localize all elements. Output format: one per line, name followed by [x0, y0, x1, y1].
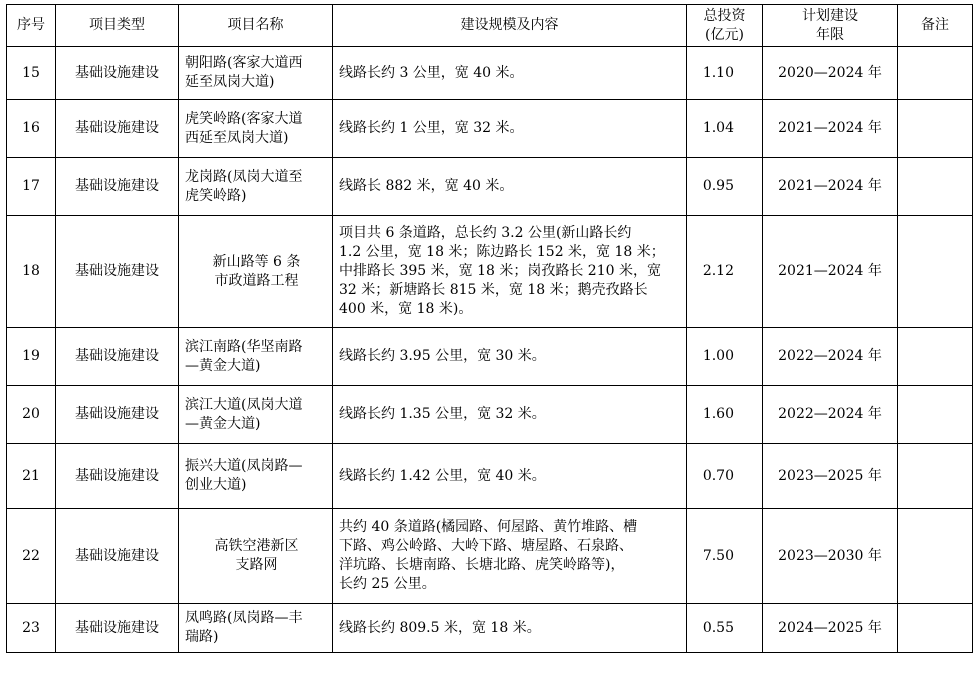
- cell-type: 基础设施建设: [56, 444, 179, 509]
- header-no: 序号: [7, 5, 56, 47]
- cell-period: 2021—2024 年: [763, 100, 898, 158]
- cell-no: 18: [7, 216, 56, 328]
- cell-name-line: 西延至凤岗大道): [185, 129, 289, 146]
- cell-name: [179, 444, 333, 509]
- cell-scale-line: 线路长约 1.42 公里，宽 40 米。: [339, 467, 546, 484]
- cell-period: 2021—2024 年: [763, 158, 898, 216]
- cell-type: 基础设施建设: [56, 604, 179, 653]
- cell-type: 基础设施建设: [56, 386, 179, 444]
- header-period: [763, 5, 898, 47]
- cell-name-line: —黄金大道): [185, 415, 261, 432]
- cell-invest: 2.12: [687, 216, 763, 328]
- project-table: [6, 4, 973, 653]
- cell-scale-line: 中排路长 395 米，宽 18 米；岗孜路长 210 米，宽: [339, 263, 661, 279]
- cell-name-line: 虎笑岭路(客家大道: [185, 110, 303, 127]
- cell-remark: [898, 444, 973, 509]
- cell-scale: [333, 604, 687, 653]
- cell-name: [179, 216, 333, 328]
- cell-invest: 1.00: [687, 328, 763, 386]
- cell-name: [179, 509, 333, 604]
- header-name: 项目名称: [179, 5, 333, 47]
- cell-name-line: 滨江南路(华坚南路: [185, 338, 303, 355]
- cell-scale: [333, 158, 687, 216]
- cell-type: 基础设施建设: [56, 509, 179, 604]
- cell-no: 22: [7, 509, 56, 604]
- header-type: 项目类型: [56, 5, 179, 47]
- cell-invest: 7.50: [687, 509, 763, 604]
- cell-invest: 0.95: [687, 158, 763, 216]
- cell-remark: [898, 216, 973, 328]
- cell-name: [179, 604, 333, 653]
- cell-scale-line: 线路长约 3.95 公里，宽 30 米。: [339, 348, 546, 364]
- cell-scale-line: 下路、鸡公岭路、大岭下路、塘屋路、石泉路、: [339, 538, 633, 554]
- cell-scale-line: 线路长约 809.5 米，宽 18 米。: [339, 619, 541, 636]
- cell-scale-line: 1.2 公里，宽 18 米；陈边路长 152 米，宽 18 米；: [339, 244, 665, 260]
- cell-no: 21: [7, 444, 56, 509]
- cell-period: 2022—2024 年: [763, 386, 898, 444]
- cell-scale-line: 线路长约 1.35 公里，宽 32 米。: [339, 406, 546, 422]
- cell-scale-line: 线路长约 3 公里，宽 40 米。: [339, 64, 524, 81]
- cell-name-line: 瑞路): [185, 629, 219, 645]
- cell-name-line: 高铁空港新区: [214, 538, 299, 554]
- cell-scale-line: 共约 40 条道路(橘园路、何屋路、黄竹堆路、槽: [339, 519, 638, 535]
- cell-scale-line: 400 米，宽 18 米)。: [339, 301, 473, 317]
- cell-name-line: 滨江大道(凤岗大道: [185, 396, 303, 413]
- cell-period: 2023—2025 年: [763, 444, 898, 509]
- cell-scale-line: 线路长 882 米，宽 40 米。: [339, 178, 514, 194]
- cell-period: 2023—2030 年: [763, 509, 898, 604]
- cell-remark: [898, 509, 973, 604]
- cell-name-line: 朝阳路(客家大道西: [185, 55, 303, 71]
- cell-scale-line: 线路长约 1 公里，宽 32 米。: [339, 120, 524, 136]
- header-period-line2: 年限: [816, 26, 844, 43]
- cell-invest: 0.55: [687, 604, 763, 653]
- cell-name: [179, 100, 333, 158]
- table-row: [7, 444, 973, 509]
- cell-type: 基础设施建设: [56, 158, 179, 216]
- cell-name-line: 新山路等 6 条: [212, 253, 301, 270]
- cell-name: [179, 47, 333, 100]
- header-scale: 建设规模及内容: [333, 5, 687, 47]
- cell-period: 2020—2024 年: [763, 47, 898, 100]
- cell-scale: [333, 216, 687, 328]
- cell-no: 20: [7, 386, 56, 444]
- cell-name-line: 振兴大道(凤岗路—: [185, 458, 303, 474]
- cell-remark: [898, 100, 973, 158]
- cell-invest: 0.70: [687, 444, 763, 509]
- cell-scale: [333, 328, 687, 386]
- cell-no: 15: [7, 47, 56, 100]
- cell-name: [179, 158, 333, 216]
- table-body: [7, 47, 973, 653]
- cell-no: 17: [7, 158, 56, 216]
- cell-name-line: 支路网: [235, 557, 278, 573]
- cell-type: 基础设施建设: [56, 100, 179, 158]
- header-period-line1: 计划建设: [802, 7, 858, 24]
- header-invest-line2: (亿元): [705, 26, 744, 43]
- cell-name-line: 延至凤岗大道): [185, 74, 275, 90]
- table-row: [7, 158, 973, 216]
- table-row: [7, 328, 973, 386]
- cell-remark: [898, 386, 973, 444]
- cell-scale-line: 项目共 6 条道路，总长约 3.2 公里(新山路长约: [339, 225, 632, 241]
- table-row: [7, 509, 973, 604]
- cell-type: 基础设施建设: [56, 47, 179, 100]
- cell-scale: [333, 386, 687, 444]
- cell-name-line: 龙岗路(凤岗大道至: [185, 168, 303, 185]
- cell-scale-line: 洋坑路、长塘南路、长塘北路、虎笑岭路等)，: [339, 557, 625, 573]
- cell-remark: [898, 604, 973, 653]
- table-row: [7, 100, 973, 158]
- cell-invest: 1.10: [687, 47, 763, 100]
- table-row: [7, 216, 973, 328]
- table-row: [7, 47, 973, 100]
- cell-type: 基础设施建设: [56, 328, 179, 386]
- cell-scale-line: 32 米；新塘路长 815 米，宽 18 米；鹅壳孜路长: [339, 282, 648, 298]
- cell-remark: [898, 328, 973, 386]
- cell-scale: [333, 47, 687, 100]
- table-row: [7, 386, 973, 444]
- header-invest-line1: 总投资: [703, 7, 746, 24]
- cell-no: 23: [7, 604, 56, 653]
- cell-no: 16: [7, 100, 56, 158]
- cell-scale: [333, 509, 687, 604]
- header-invest: [687, 5, 763, 47]
- cell-name-line: 凤鸣路(凤岗路—丰: [185, 610, 303, 626]
- cell-invest: 1.60: [687, 386, 763, 444]
- cell-name-line: 市政道路工程: [214, 272, 299, 289]
- cell-remark: [898, 47, 973, 100]
- cell-no: 19: [7, 328, 56, 386]
- cell-scale-line: 长约 25 公里。: [339, 576, 436, 592]
- table-row: [7, 604, 973, 653]
- cell-name-line: 虎笑岭路): [185, 187, 247, 204]
- cell-period: 2024—2025 年: [763, 604, 898, 653]
- header-row: [7, 5, 973, 47]
- cell-remark: [898, 158, 973, 216]
- cell-scale: [333, 100, 687, 158]
- cell-period: 2022—2024 年: [763, 328, 898, 386]
- cell-type: 基础设施建设: [56, 216, 179, 328]
- cell-invest: 1.04: [687, 100, 763, 158]
- cell-name: [179, 386, 333, 444]
- cell-name: [179, 328, 333, 386]
- cell-name-line: 创业大道): [185, 477, 247, 493]
- cell-scale: [333, 444, 687, 509]
- header-remark: 备注: [898, 5, 973, 47]
- cell-name-line: —黄金大道): [185, 357, 261, 374]
- cell-period: 2021—2024 年: [763, 216, 898, 328]
